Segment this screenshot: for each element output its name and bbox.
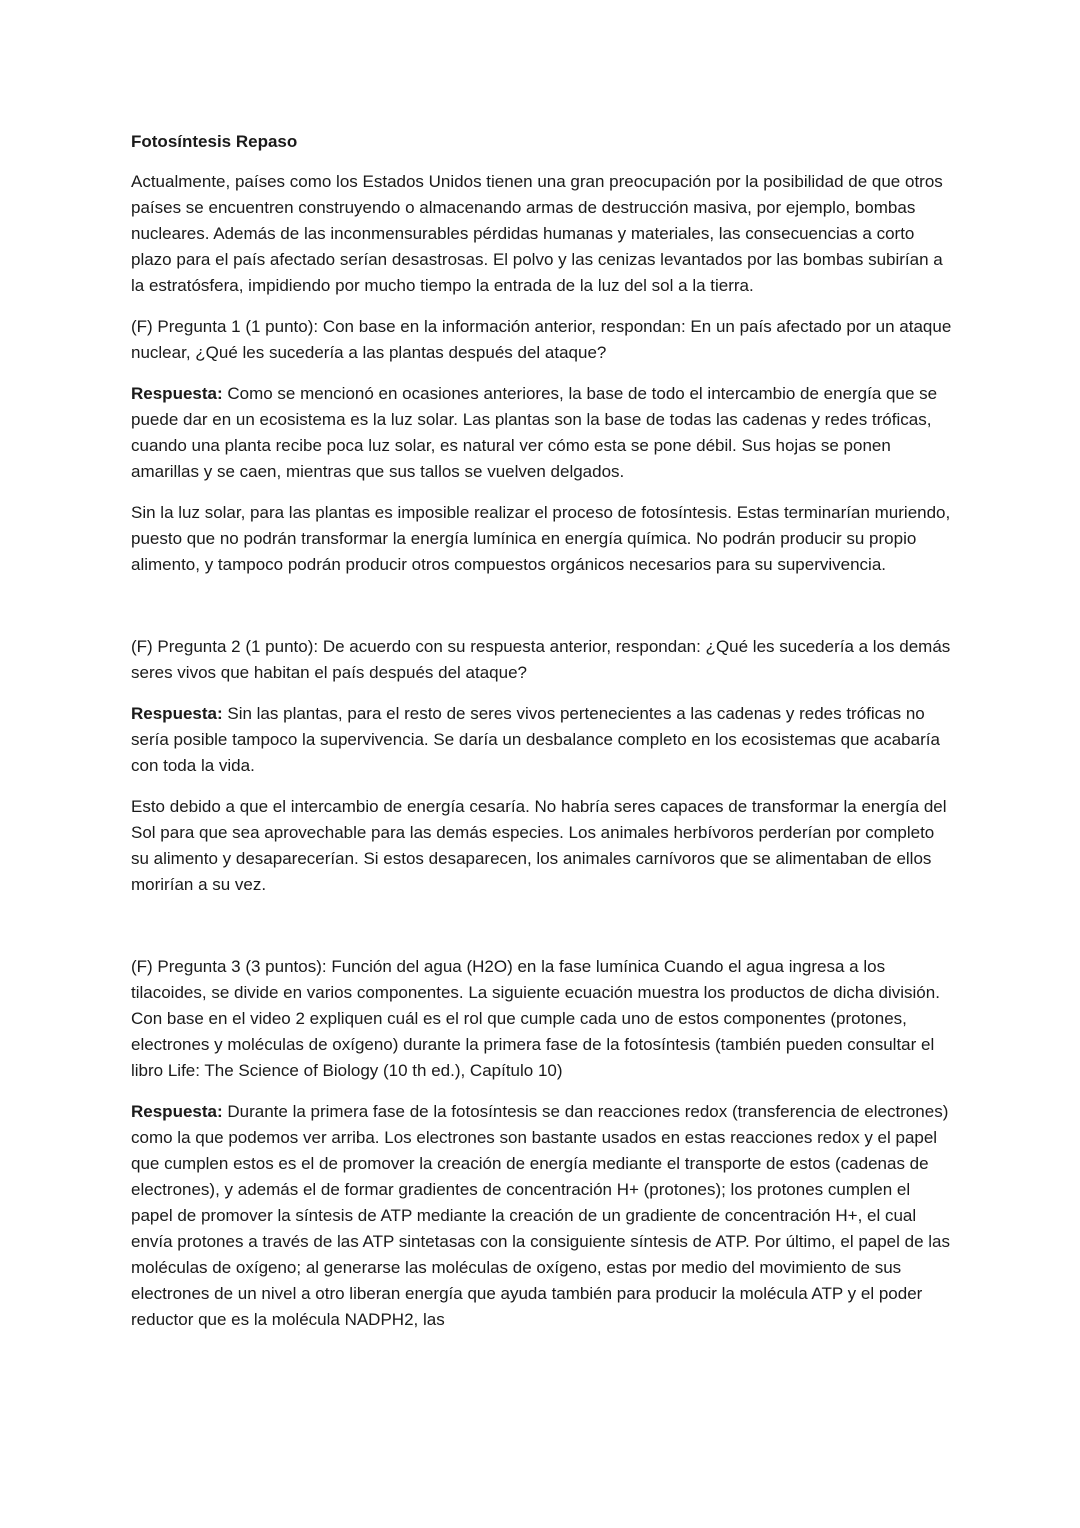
question-3: (F) Pregunta 3 (3 puntos): Función del agua (H2O) en la fase lumínica Cuando el agua ingresa a los tilacoides, se divide en varios componentes. La siguiente ecuación muestra los productos de dicha división. Con base en el video 2 expliquen cuál es el rol que cumple cada uno de estos componentes (protones, electrones y moléculas de oxígeno) durante la primera fase de la fotosíntesis (también pueden consultar el libro Life: The Science of Biology (10 th ed.), Capítulo 10): [131, 957, 940, 1080]
answer-label: Respuesta:: [131, 1102, 223, 1121]
answer-2: [131, 701, 953, 779]
answer-1-text: Como se mencionó en ocasiones anteriores, la base de todo el intercambio de energía que se puede dar en un ecosistema es la luz solar. Las plantas son la base de todas las cadenas y redes tróficas, cuando una planta recibe poca luz solar, es natural ver cómo esta se pone débil. Sus hojas se ponen amarillas y se caen, mientras que sus tallos se vuelven delgados.: [131, 384, 938, 481]
document-title: Fotosíntesis Repaso: [131, 132, 298, 151]
answer-1: [131, 381, 953, 485]
answer-3-text: Durante la primera fase de la fotosíntesis se dan reacciones redox (transferencia de electrones) como la que podemos ver arriba. Los electrones son bastante usados en estas reacciones redox y el papel que cumplen estos es el de promover la creación de energía mediante el transporte de estos (cadenas de electrones), y además el de formar gradientes de concentración H+ (protones); los protones cumplen el papel de promover la síntesis de ATP mediante la creación de un gradiente de concentración H+, el cual envía protones a través de las ATP sintetasas con la consiguiente síntesis de ATP. Por último, el papel de las moléculas de oxígeno; al generarse las moléculas de oxígeno, estas por medio del movimiento de sus electrones de un nivel a otro liberan energía que ayuda también para producir la molécula ATP y el poder reductor que es la molécula NADPH2, las: [131, 1102, 950, 1329]
answer-label: Respuesta:: [131, 704, 223, 723]
answer-2-extra: Esto debido a que el intercambio de energía cesaría. No habría seres capaces de transformar la energía del Sol para que sea aprovechable para las demás especies. Los animales herbívoros perderían por completo su alimento y desaparecerían. Si estos desaparecen, los animales carnívoros que se alimentaban de ellos morirían a su vez.: [131, 797, 947, 894]
answer-1-extra: Sin la luz solar, para las plantas es imposible realizar el proceso de fotosíntesis. Estas terminarían muriendo, puesto que no podrán transformar la energía lumínica en energía química. No podrán producir su propio alimento, y tampoco podrán producir otros compuestos orgánicos necesarios para su supervivencia.: [131, 503, 951, 574]
section-gap: [131, 913, 953, 954]
answer-2-text: Sin las plantas, para el resto de seres vivos pertenecientes a las cadenas y redes tróficas no sería posible tampoco la supervivencia. Se daría un desbalance completo en los ecosistemas que acabaría con toda la vida.: [131, 704, 940, 775]
answer-3: [131, 1099, 953, 1333]
intro-paragraph: Actualmente, países como los Estados Unidos tienen una gran preocupación por la posibilidad de que otros países se encuentren construyendo o almacenando armas de destrucción masiva, por ejemplo, bombas nucleares. Además de las inconmensurables pérdidas humanas y materiales, las consecuencias a corto plazo para el país afectado serían desastrosas. El polvo y las cenizas levantados por las bombas subirían a la estratósfera, impidiendo por mucho tiempo la entrada de la luz del sol a la tierra.: [131, 172, 943, 295]
answer-label: Respuesta:: [131, 384, 223, 403]
question-2: (F) Pregunta 2 (1 punto): De acuerdo con su respuesta anterior, respondan: ¿Qué les sucedería a los demás seres vivos que habitan el país después del ataque?: [131, 637, 951, 682]
section-gap: [131, 593, 953, 634]
question-1: (F) Pregunta 1 (1 punto): Con base en la información anterior, respondan: En un país afectado por un ataque nuclear, ¿Qué les sucedería a las plantas después del ataque?: [131, 317, 952, 362]
document-page: [131, 129, 953, 1348]
